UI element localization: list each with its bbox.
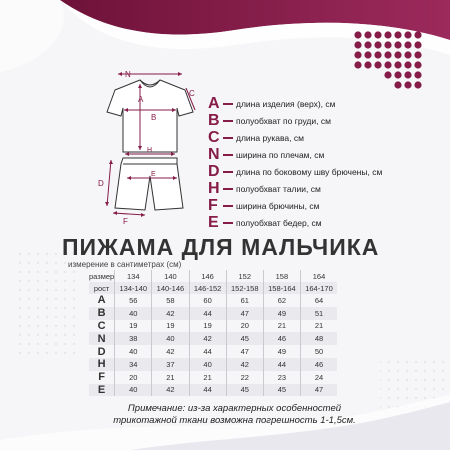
size-table [89,270,337,396]
legend-letter: H [208,180,220,197]
table-row [89,345,337,358]
legend-row-N [208,147,324,163]
decor-dot [354,51,361,58]
decor-dot [354,41,361,48]
legend-text: длина по боковому шву брючены, см [236,167,383,177]
table-cell: 34 [115,358,152,371]
legend-row-D-content [208,164,382,180]
legend-text: ширина по плечам, см [236,150,325,160]
label-F: F [123,217,128,226]
decor-dot [394,41,401,48]
page-subtitle: измерение в сантиметрах (см) [68,260,182,269]
decor-dot [384,61,391,68]
table-cell: 58 [152,294,189,307]
table-cell: 152 [226,270,263,282]
table-cell: 42 [152,384,189,397]
table-cell: 40 [115,307,152,320]
table-cell: 38 [115,332,152,345]
table-cell: 47 [300,384,337,397]
row-label: H [89,358,115,371]
table-row [89,384,337,397]
table-cell: 60 [189,294,226,307]
decor-dot [364,31,371,38]
table-cell: 42 [152,307,189,320]
table-cell: 42 [152,345,189,358]
label-N: N [125,70,131,79]
table-cell: 152-158 [226,282,263,294]
fabric-note: Примечание: из-за характерных особенностей трикотажной ткани возможна погрешность 1-1,5см. [113,403,356,426]
table-cell: 19 [189,320,226,333]
table-cell: 49 [263,307,300,320]
label-C: C [189,89,195,98]
decor-dot [404,31,411,38]
table-cell: 37 [152,358,189,371]
decor-dot [404,81,411,88]
row-label: F [89,371,115,384]
table-cell: 40 [115,384,152,397]
table-cell: 45 [226,332,263,345]
table-cell: 46 [263,332,300,345]
legend-dash [223,154,233,156]
table-cell: 21 [263,320,300,333]
legend-text: полуобхват талии, см [236,184,321,194]
legend-row-E [208,215,322,231]
table-cell: 44 [189,307,226,320]
page-title: ПИЖАМА ДЛЯ МАЛЬЧИКА [62,234,380,260]
decor-dot [394,51,401,58]
table-cell: 49 [263,345,300,358]
decor-dot [414,31,421,38]
legend-dash [223,137,233,139]
table-cell: 140 [152,270,189,282]
table-cell: 20 [226,320,263,333]
table-cell: 42 [226,358,263,371]
label-D: D [98,179,104,188]
decor-dot [384,71,391,78]
size-label: размер [89,271,115,281]
table-cell: 51 [300,307,337,320]
row-label: B [89,307,115,320]
table-cell: 61 [226,294,263,307]
legend-text: длина рукава, см [236,133,304,143]
row-label: D [89,345,115,358]
legend-dash [223,103,233,105]
decor-dot [414,51,421,58]
label-A: A [138,95,144,104]
decor-dot [414,41,421,48]
decor-dot [404,61,411,68]
legend-dash [223,120,233,122]
table-row [89,332,337,345]
decor-dot [384,41,391,48]
table-row [89,371,337,384]
decor-dot [404,71,411,78]
decor-dot [414,81,421,88]
legend-text: полуобхват по груди, см [236,116,331,126]
legend-letter: A [208,95,220,112]
label-H: H [147,147,153,154]
tshirt-illustration [107,80,193,152]
decor-dot [384,31,391,38]
table-cell: 42 [189,332,226,345]
shorts-illustration [115,158,183,210]
decor-dot [374,51,381,58]
table-row [89,320,337,333]
table-row-sizes [89,270,337,282]
table-cell: 21 [189,371,226,384]
row-label: N [89,332,115,345]
legend-text: полуобхват бедер, см [236,218,322,228]
table-cell: 158-164 [263,282,300,294]
table-cell: 23 [263,371,300,384]
table-cell: 46 [300,358,337,371]
legend-text: ширина брючины, см [236,201,320,211]
table-cell: 44 [189,345,226,358]
table-cell: 56 [115,294,152,307]
table-cell: 146 [189,270,226,282]
table-cell: 19 [152,320,189,333]
legend-letter: N [208,146,220,163]
legend-dash [223,222,233,224]
decor-dot [394,81,401,88]
decor-dot [414,71,421,78]
legend-letter: C [208,129,220,146]
table-cell: 134-140 [115,282,152,294]
table-cell: 146-152 [189,282,226,294]
table-row [89,358,337,371]
decor-dot [374,41,381,48]
table-cell: 19 [115,320,152,333]
row-label: A [89,294,115,307]
legend-letter: E [208,214,219,231]
row-label: C [89,320,115,333]
table-cell: 64 [300,294,337,307]
table-cell: 140-146 [152,282,189,294]
decor-dot [364,51,371,58]
decor-dot [374,61,381,68]
table-cell: 158 [263,270,300,282]
decor-dot [394,71,401,78]
decor-dot [384,51,391,58]
legend-dash [223,205,233,207]
height-label: рост [89,282,115,294]
table-cell: 164-170 [300,282,337,294]
table-cell: 40 [115,345,152,358]
legend-dash [223,188,233,190]
table-cell: 24 [300,371,337,384]
table-cell: 20 [115,371,152,384]
decor-dot [394,61,401,68]
legend-text: длина изделия (верх), см [236,99,336,109]
table-row [89,307,337,320]
decor-dot [364,61,371,68]
dot-grid-decoration [353,30,423,92]
table-cell: 62 [263,294,300,307]
decor-dot [364,41,371,48]
decor-dot [414,61,421,68]
legend-letter: D [208,163,220,180]
label-B: B [151,113,157,122]
legend-row-B [208,113,331,129]
legend-row-H [208,181,321,197]
table-cell: 22 [226,371,263,384]
label-E: E [151,171,156,178]
legend-letter: F [208,197,218,214]
table-cell: 164 [300,270,337,282]
table-cell: 21 [152,371,189,384]
table-cell: 47 [226,307,263,320]
table-cell: 44 [263,358,300,371]
table-cell: 21 [300,320,337,333]
table-cell: 47 [226,345,263,358]
table-cell: 134 [115,270,152,282]
decor-dot [374,31,381,38]
decor-dot [354,61,361,68]
legend-dash [223,171,233,173]
table-cell: 40 [189,358,226,371]
table-cell: 40 [152,332,189,345]
table-row [89,294,337,307]
table-cell: 50 [300,345,337,358]
decor-dot [354,31,361,38]
table-cell: 45 [263,384,300,397]
legend-row-C [208,130,304,146]
legend-row-A [208,96,336,112]
table-cell: 48 [300,332,337,345]
row-label: E [89,384,115,397]
table-row-heights [89,282,337,294]
table-cell: 44 [189,384,226,397]
decor-dot [404,51,411,58]
legend-row-F [208,198,319,214]
decor-dot [394,31,401,38]
table-cell: 45 [226,384,263,397]
decor-dot [404,41,411,48]
legend-letter: B [208,112,220,129]
